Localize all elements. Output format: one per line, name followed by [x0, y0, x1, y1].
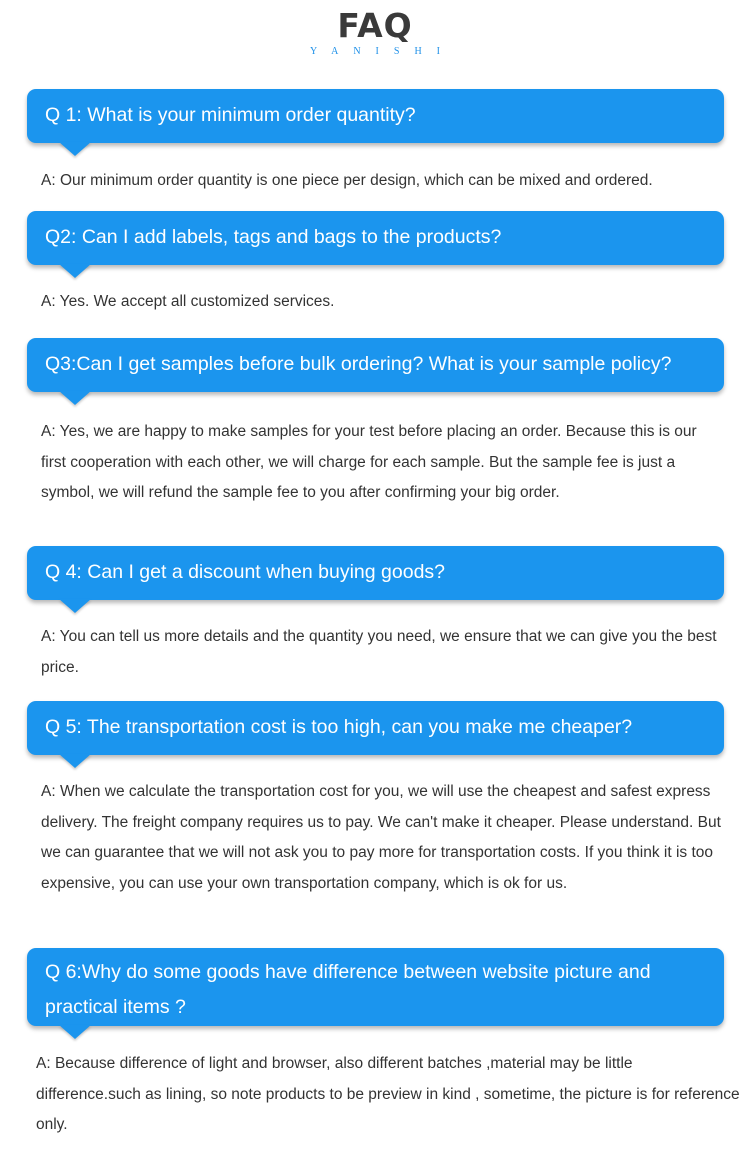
- question-4: Q 4: Can I get a discount when buying goods?: [27, 546, 724, 600]
- page-title: FAQ: [337, 6, 413, 45]
- brand-name: YANISHI: [310, 46, 455, 57]
- answer-1: A: Our minimum order quantity is one piece per design, which can be mixed and ordered.: [41, 172, 653, 189]
- answer-3: A: Yes, we are happy to make samples for your test before placing an order. Because this is our first cooperation with each other, we will charge for each sample. But the sample fee is just a symbol, we will refund the sample fee to you after confirming your big order.: [41, 423, 697, 501]
- answer-5: A: When we calculate the transportation cost for you, we will use the cheapest and safest express delivery. The freight company requires us to pay. We can't make it cheaper. Please understand. But we can guarantee that we will not ask you to pay more for transportation costs. If you think it is too expensive, you can use your own transportation company, which is ok for us.: [41, 783, 721, 892]
- question-5: Q 5: The transportation cost is too high, can you make me cheaper?: [27, 701, 724, 755]
- faq-header: [0, 6, 750, 58]
- question-3: Q3:Can I get samples before bulk ordering? What is your sample policy?: [27, 338, 724, 392]
- question-6: Q 6:Why do some goods have difference between website picture and practical items ?: [27, 948, 724, 1026]
- question-1: Q 1: What is your minimum order quantity?: [27, 89, 724, 143]
- question-2: Q2: Can I add labels, tags and bags to the products?: [27, 211, 724, 265]
- answer-2: A: Yes. We accept all customized services.: [41, 293, 335, 310]
- answer-4: A: You can tell us more details and the quantity you need, we ensure that we can give you the best price.: [41, 628, 717, 676]
- answer-6: A: Because difference of light and browser, also different batches ,material may be little difference.such as lining, so note products to be preview in kind , sometime, the picture is for reference only.: [36, 1055, 740, 1133]
